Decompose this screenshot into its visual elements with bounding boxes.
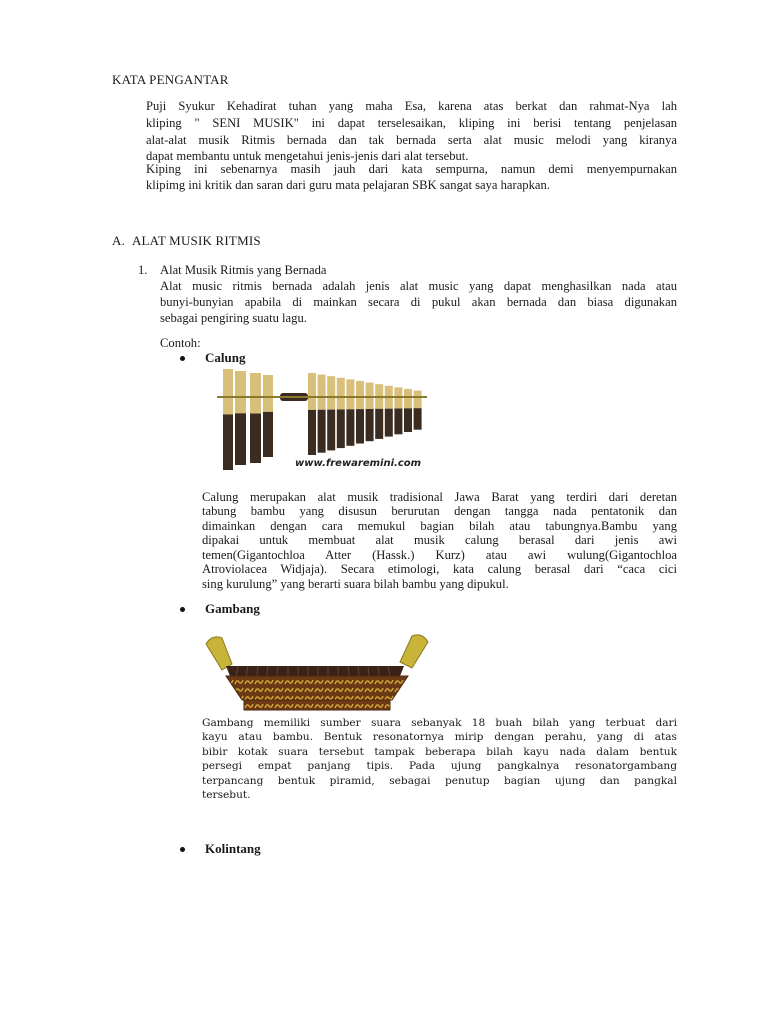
contoh-label: Contoh: bbox=[160, 336, 201, 350]
bullet-label: Gambang bbox=[205, 601, 260, 616]
bullet-label: Kolintang bbox=[205, 841, 261, 856]
calung-tube bbox=[263, 375, 273, 457]
calung-tube bbox=[385, 386, 393, 437]
calung-tube bbox=[308, 373, 316, 455]
bullet-icon bbox=[180, 356, 185, 361]
calung-tube bbox=[346, 379, 354, 445]
bullet-label: Calung bbox=[205, 350, 246, 365]
section-marker: A. bbox=[112, 233, 126, 248]
page-heading: KATA PENGANTAR bbox=[112, 72, 229, 87]
bullet-kolintang bbox=[180, 841, 261, 857]
text-line: Calung merupakan alat musik tradisional Jawa Barat yang terdiri dari deretan bbox=[202, 490, 677, 504]
bullet-icon bbox=[180, 847, 185, 852]
bullet-icon bbox=[180, 607, 185, 612]
text-line: Gambang memiliki sumber suara sebanyak 18 buah bilah yang terbuat dari bbox=[202, 717, 677, 729]
item-title: Alat Musik Ritmis yang Bernada bbox=[160, 263, 327, 277]
text-line: terpancang bentuk piramid, sebagai penutup bagian ujung dan pangkal bbox=[202, 775, 677, 787]
text-line: kayu atau bambu. Bentuk resonatornya mirip dengan perahu, yang di atas bbox=[202, 731, 677, 743]
text-line: alat-alat musik Ritmis bernada dan tak bernada serta alat music melodi yang kiranya bbox=[146, 133, 677, 147]
text-line: temen(Gigantochloa Atter (Hassk.) Kurz) atau awi wulung(Gigantochloa bbox=[202, 548, 677, 562]
calung-tube bbox=[375, 384, 383, 439]
bullet-calung bbox=[180, 350, 245, 366]
text-line: Atroviolacea Widjaja). Secara etimologi, kata calung berasal dari “caca cici bbox=[202, 562, 677, 576]
text-line: tabung bambu yang disusun berurutan dengan tangga nada pentatonik dan bbox=[202, 504, 677, 518]
calung-tube bbox=[337, 378, 345, 448]
bullet-gambang bbox=[180, 601, 260, 617]
gambang-keys bbox=[226, 666, 404, 676]
image-watermark: www.frewaremini.com bbox=[295, 458, 422, 469]
text-line: dapat membantu untuk mengetahui jenis-jenis dari alat tersebut. bbox=[146, 149, 469, 163]
calung-tube bbox=[250, 373, 261, 463]
text-line: kliping " SENI MUSIK" ini dapat terselesaikan, kliping ini berisi tentang penjelasan bbox=[146, 116, 677, 130]
text-line: tersebut. bbox=[202, 789, 251, 801]
calung-tube bbox=[366, 383, 374, 442]
text-line: sebagai pengiring suatu lagu. bbox=[160, 311, 307, 325]
gambang-base bbox=[244, 700, 390, 710]
calung-tube bbox=[356, 381, 364, 444]
text-line: bunyi-bunyian apabila di mainkan secara di pukul akan bernada dan biasa digunakan bbox=[160, 295, 677, 309]
text-line: Kiping ini sebenarnya masih jauh dari kata sempurna, namun demi menyempurnakan bbox=[146, 162, 677, 176]
text-line: klipimg ini kritik dan saran dari guru mata pelajaran SBK sangat saya harapkan. bbox=[146, 178, 550, 192]
text-line: persegi empat panjang tipis. Pada ujung pangkalnya resonatorgambang bbox=[202, 760, 677, 772]
calung-tube bbox=[235, 371, 246, 465]
section-title: ALAT MUSIK RITMIS bbox=[131, 233, 261, 248]
text-line: sing kurulung” yang berarti suara bilah bambu yang dipukul. bbox=[202, 577, 509, 591]
calung-tube bbox=[318, 375, 326, 453]
text-line: dipakai untuk membuat alat musik calung berasal dari jenis awi bbox=[202, 533, 677, 547]
calung-tube bbox=[223, 369, 233, 470]
gambang-body bbox=[226, 676, 408, 700]
gambang-right-ornament bbox=[400, 635, 428, 668]
text-line: Alat music ritmis bernada adalah jenis alat music yang dapat menghasilkan nada atau bbox=[160, 279, 677, 293]
calung-tube bbox=[394, 387, 402, 434]
text-line: Puji Syukur Kehadirat tuhan yang maha Esa, karena atas berkat dan rahmat-Nya lah bbox=[146, 99, 677, 113]
text-line: bibir kotak suara tersebut tampak beberapa bilah kayu nada dalam bentuk bbox=[202, 746, 677, 758]
calung-tube bbox=[327, 376, 335, 450]
gambang-left-ornament bbox=[206, 637, 232, 670]
item-number: 1. bbox=[138, 263, 148, 277]
gambang-image bbox=[204, 630, 430, 714]
text-line: dimainkan dengan cara memukul bagian bilah atau tabungnya.Bambu yang bbox=[202, 519, 677, 533]
calung-tube bbox=[404, 389, 412, 432]
section-a-heading bbox=[112, 233, 261, 249]
